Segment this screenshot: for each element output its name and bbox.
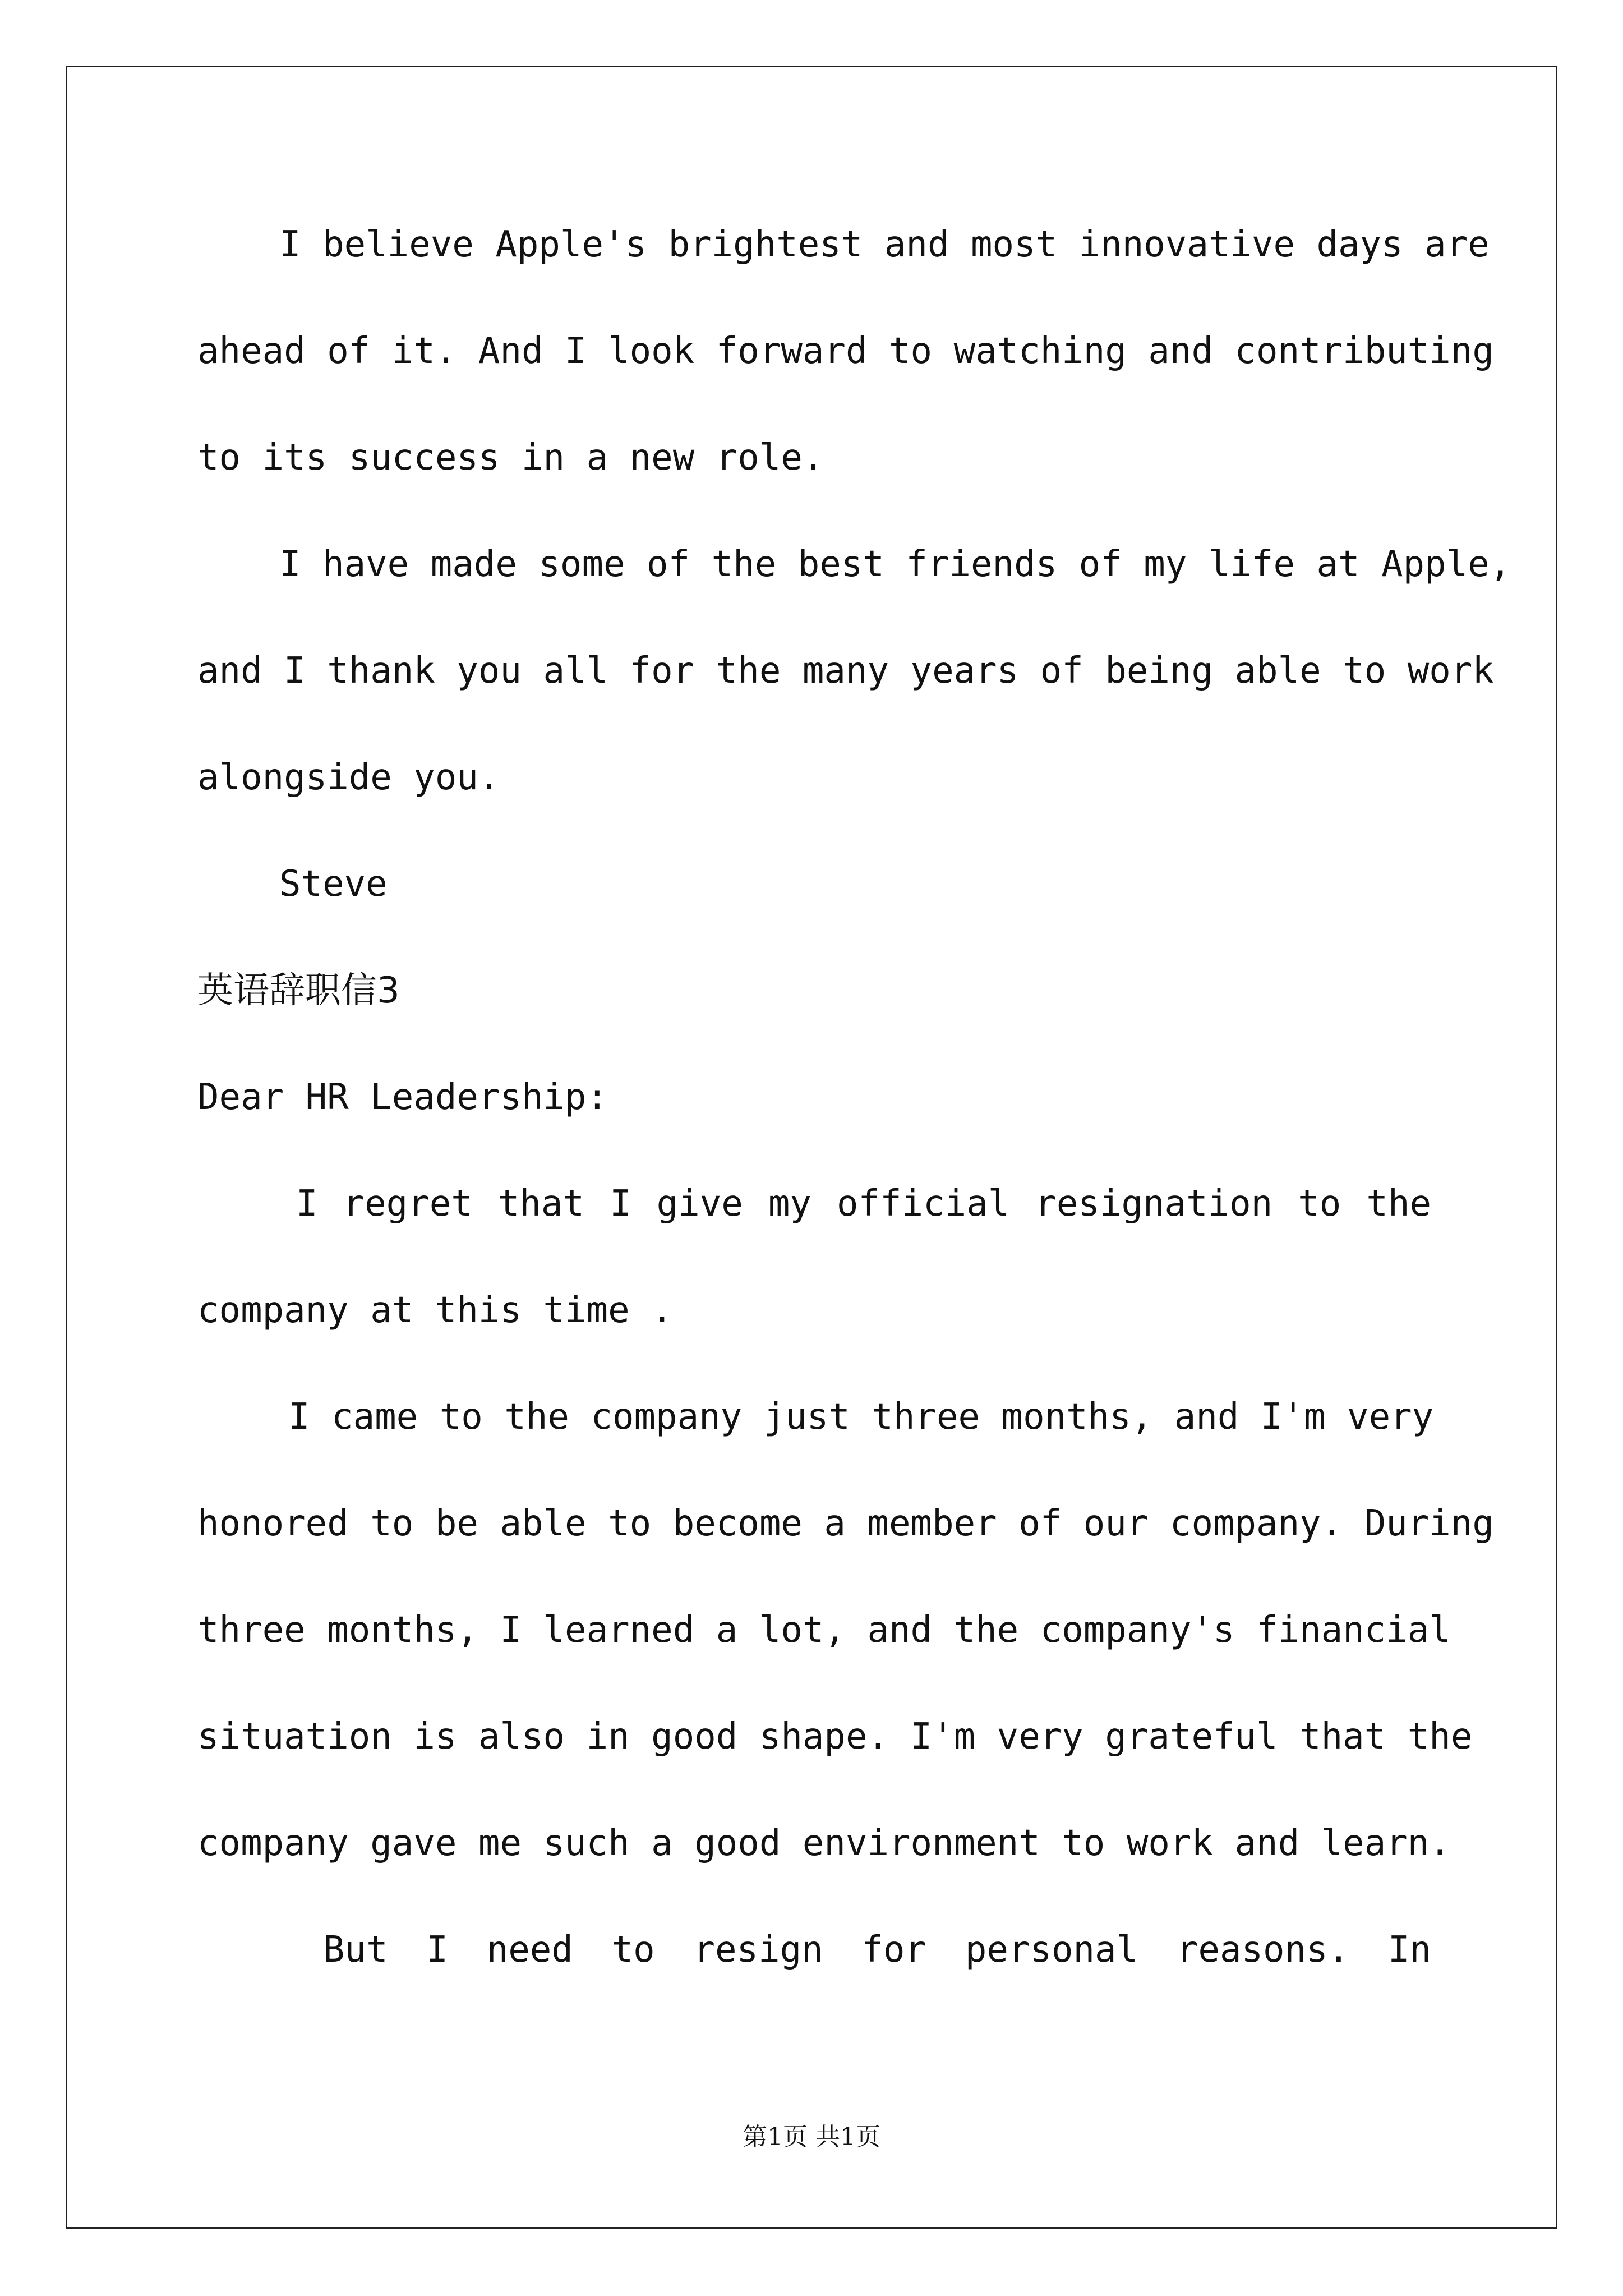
text-line: company gave me such a good environment to work and learn. (197, 1823, 1451, 1864)
text-line: I believe Apple's brightest and most innovative days are (279, 224, 1490, 265)
signature-line: Steve (279, 863, 388, 905)
text-line: I have made some of the best friends of my life at Apple, (279, 544, 1511, 585)
text-line: company at this time . (197, 1290, 673, 1331)
text-line: alongside you. (197, 757, 500, 798)
text-line: honored to be able to become a member of our company. During (197, 1503, 1494, 1544)
text-line: to its success in a new role. (197, 437, 824, 478)
page-footer: 第1页 共1页 (743, 2123, 880, 2151)
text-line: But I need to resign for personal reasons. In (323, 1929, 1431, 1971)
page-border (66, 66, 1557, 2229)
text-line: I came to the company just three months, and I'm very (288, 1396, 1434, 1438)
text-line: and I thank you all for the many years of being able to work (197, 650, 1494, 692)
text-line: three months, I learned a lot, and the company's financial (197, 1609, 1451, 1651)
text-line: ahead of it. And I look forward to watching and contributing (197, 330, 1494, 372)
salutation: Dear HR Leadership: (197, 1076, 608, 1118)
text-line: I regret that I give my official resignation to the (296, 1183, 1431, 1225)
text-line: situation is also in good shape. I'm very grateful that the (197, 1716, 1473, 1757)
section-heading: 英语辞职信3 (197, 970, 400, 1011)
